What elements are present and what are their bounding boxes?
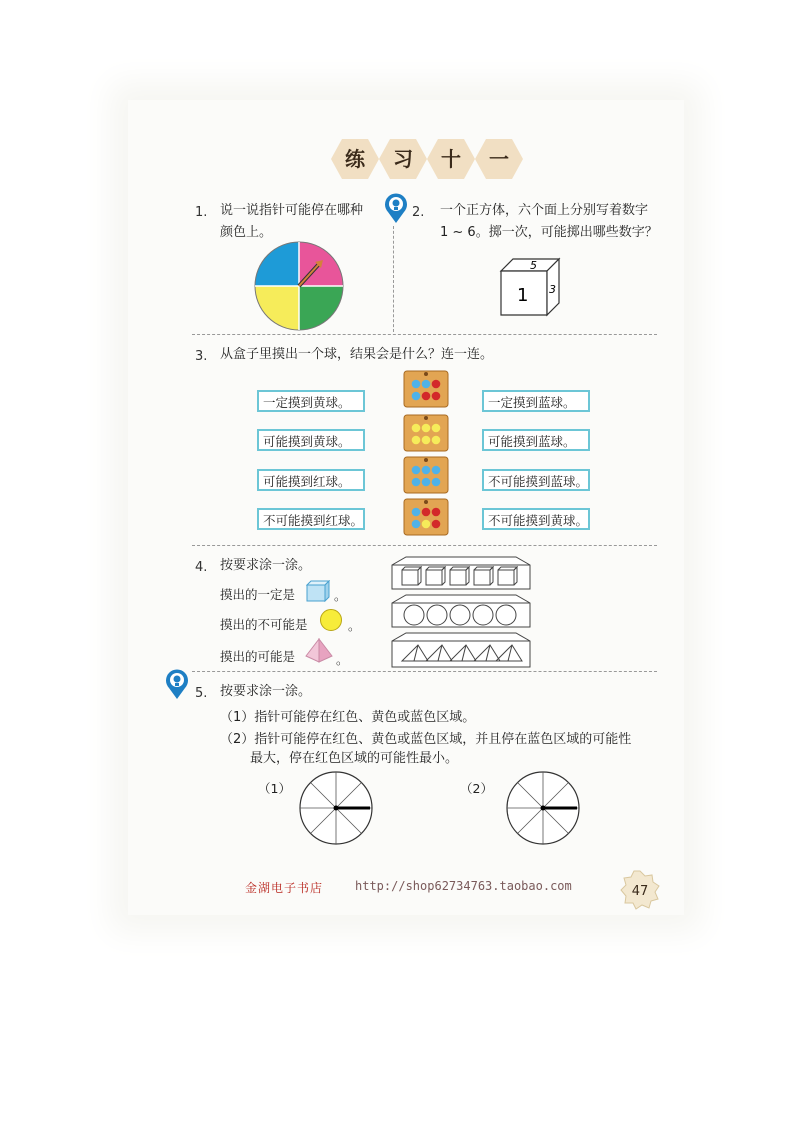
q3-left-option[interactable]: 可能摸到红球。 — [257, 469, 365, 491]
q3-left-option[interactable]: 可能摸到黄球。 — [257, 429, 365, 451]
q4-shelves — [390, 555, 532, 670]
q4-label-impossible: 摸出的不可能是 — [220, 617, 308, 632]
q3-left-option[interactable]: 一定摸到黄球。 — [257, 390, 365, 412]
title-char: 习 — [393, 147, 413, 171]
q4-suffix: 。 — [334, 588, 347, 603]
q1-spinner — [253, 240, 345, 332]
q5-spinner-1[interactable] — [298, 770, 374, 846]
q3-right-option[interactable]: 一定摸到蓝球。 — [482, 390, 590, 412]
ball-box — [403, 498, 449, 536]
section-divider — [192, 671, 657, 672]
q1-text-line1: 说一说指针可能停在哪种 — [220, 203, 364, 218]
ball-box — [403, 456, 449, 494]
q3-right-option[interactable]: 可能摸到蓝球。 — [482, 429, 590, 451]
lightbulb-pin-icon — [164, 668, 190, 700]
q1-q2-divider — [393, 226, 394, 332]
q5-text: 按要求涂一涂。 — [220, 684, 312, 699]
footer-store-name: 金湖电子书店 — [245, 881, 324, 895]
q3-right-option[interactable]: 不可能摸到黄球。 — [482, 508, 590, 530]
q2-number: 2. — [412, 205, 425, 220]
q4-number: 4. — [195, 560, 208, 575]
title-char: 一 — [489, 147, 509, 171]
q1-text-line2: 颜色上。 — [220, 225, 273, 240]
page-number-badge — [620, 870, 660, 910]
q4-label-possible: 摸出的可能是 — [220, 649, 296, 664]
cube-side-number: 3 — [549, 283, 556, 296]
section-divider — [192, 334, 657, 335]
cube-top-number: 5 — [530, 259, 537, 272]
q2-text-line1: 一个正方体，六个面上分别写着数字 — [440, 203, 649, 218]
q3-left-option[interactable]: 不可能摸到红球。 — [257, 508, 365, 530]
spinner-green-sector — [299, 286, 343, 330]
q3-right-option[interactable]: 不可能摸到蓝球。 — [482, 469, 590, 491]
q5-number: 5. — [195, 686, 208, 701]
q5-spinner-2[interactable] — [505, 770, 581, 846]
q2-text — [440, 200, 658, 244]
q4-label-certain: 摸出的一定是 — [220, 587, 296, 602]
pyramid-shape-icon — [304, 638, 334, 664]
cube-shape-icon — [306, 580, 330, 602]
q3-number: 3. — [195, 349, 208, 364]
q2-text-line2: 1 ~ 6。掷一次，可能掷出哪些数字？ — [440, 225, 658, 240]
lightbulb-pin-icon — [383, 192, 409, 224]
q5-spinner1-label: （1） — [258, 781, 291, 796]
sphere-shape-icon — [319, 608, 343, 632]
ball-box — [403, 414, 449, 452]
q2-cube — [497, 255, 563, 319]
spinner-yellow-sector — [255, 286, 299, 330]
ball-box — [403, 370, 449, 408]
footer-url[interactable]: http://shop62734763.taobao.com — [355, 879, 572, 893]
title-char: 练 — [345, 147, 365, 171]
q4-suffix: 。 — [336, 652, 349, 667]
q5-sub2-line1: （2）指针可能停在红色、黄色或蓝色区域，并且停在蓝色区域的可能性 — [220, 732, 632, 747]
cube-front-number: 1 — [517, 285, 529, 306]
q4-suffix: 。 — [348, 618, 361, 633]
q5-sub1: （1）指针可能停在红色、黄色或蓝色区域。 — [220, 710, 476, 725]
q1-number: 1. — [195, 205, 208, 220]
q5-sub2-line2: 最大，停在红色区域的可能性最小。 — [250, 751, 459, 766]
exercise-title — [330, 137, 530, 187]
section-divider — [192, 545, 657, 546]
q3-text: 从盒子里摸出一个球，结果会是什么？连一连。 — [220, 347, 494, 362]
spinner-blue-sector — [255, 242, 299, 286]
q1-text — [220, 200, 363, 244]
page-number: 47 — [631, 884, 649, 899]
q5-spinner2-label: （2） — [460, 781, 493, 796]
title-char: 十 — [441, 147, 461, 171]
q4-text: 按要求涂一涂。 — [220, 558, 312, 573]
